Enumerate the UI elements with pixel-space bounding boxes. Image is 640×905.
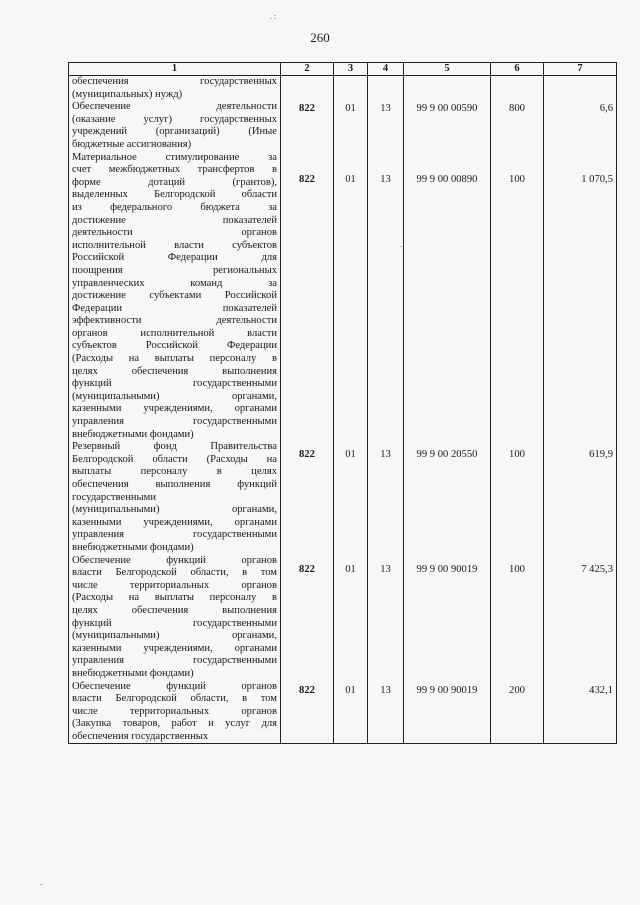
description-line: Материальное стимулирование за	[72, 151, 277, 163]
chapter-code: 822	[281, 441, 334, 554]
description-line: учреждений (организаций) (Иные	[72, 126, 277, 138]
section-code: 01	[334, 101, 368, 151]
chapter-code: 822	[281, 101, 334, 151]
description-line: из федерального бюджета за	[72, 201, 277, 213]
description-line: внебюджетными фондами)	[72, 667, 194, 679]
description-line: (оказание услуг) государственных	[72, 113, 277, 125]
target-article-code: 99 9 00 00890	[404, 152, 491, 442]
amount: 619,9	[544, 441, 617, 554]
description-line: казенными учреждениями, органами	[72, 403, 277, 415]
description-line: форме дотаций (грантов),	[72, 176, 277, 188]
expense-type-code: 100	[491, 555, 544, 681]
description-line: целях обеспечения выполнения	[72, 365, 277, 377]
expense-description	[69, 101, 281, 151]
description-line: обеспечения государственных	[72, 76, 277, 87]
description-line: управленческих команд за	[72, 277, 277, 289]
description-line: выплаты персоналу в целях	[72, 466, 277, 478]
description-line: внебюджетными фондами)	[72, 428, 194, 440]
page-number: 260	[310, 30, 330, 45]
subsection-code	[368, 76, 404, 102]
scan-mark: . :	[270, 12, 277, 21]
expense-description	[69, 152, 281, 442]
description-line: числе территориальных органов	[72, 579, 277, 591]
description-line: целях обеспечения выполнения	[72, 604, 277, 616]
expense-description	[69, 681, 281, 744]
table-row	[69, 681, 617, 744]
description-line: Российской Федерации для	[72, 252, 277, 264]
amount: 7 425,3	[544, 555, 617, 681]
description-line: счет межбюджетных трансфертов в	[72, 164, 277, 176]
description-line: (муниципальными) органами,	[72, 390, 277, 402]
section-code: 01	[334, 441, 368, 554]
table-row	[69, 101, 617, 151]
budget-table	[68, 62, 617, 744]
description-line: эффективности деятельности	[72, 315, 277, 327]
description-line: государственными	[72, 491, 157, 503]
description-line: поощрения региональных	[72, 264, 277, 276]
description-line: (Закупка товаров, работ и услуг для	[72, 718, 277, 730]
expense-type-code: 100	[491, 441, 544, 554]
target-article-code: 99 9 00 90019	[404, 681, 491, 744]
expense-description	[69, 555, 281, 681]
description-line: казенными учреждениями, органами	[72, 516, 277, 528]
column-header: 7	[544, 63, 617, 76]
chapter-code: 822	[281, 681, 334, 744]
description-line: управления государственными	[72, 416, 277, 428]
target-article-code: 99 9 00 20550	[404, 441, 491, 554]
description-line: обеспечения государственных	[72, 730, 209, 742]
description-line: (муниципальными) органами,	[72, 630, 277, 642]
target-article-code: 99 9 00 90019	[404, 555, 491, 681]
description-line: власти Белгородской области, в том	[72, 693, 277, 705]
description-line: (муниципальных) нужд)	[72, 88, 183, 100]
description-line: функций государственными	[72, 378, 277, 390]
table-row	[69, 76, 617, 102]
description-line: деятельности органов	[72, 227, 277, 239]
description-line: Белгородской области (Расходы на	[72, 453, 277, 465]
chapter-code: 822	[281, 152, 334, 442]
column-header: 3	[334, 63, 368, 76]
description-line: (муниципальными) органами,	[72, 504, 277, 516]
description-line: обеспечения выполнения функций	[72, 479, 277, 490]
amount: 1 070,5	[544, 152, 617, 442]
chapter-code	[281, 76, 334, 102]
description-line: органов исполнительной власти	[72, 327, 277, 339]
description-line: выделенных Белгородской области	[72, 189, 277, 201]
target-article-code: 99 9 00 00590	[404, 101, 491, 151]
description-line: Федерации показателей	[72, 302, 277, 314]
description-line: (Расходы на выплаты персоналу в	[72, 592, 277, 604]
expense-type-code: 100	[491, 152, 544, 442]
scan-mark: .	[400, 240, 402, 249]
table-body	[69, 76, 617, 744]
column-header: 1	[69, 63, 281, 76]
amount: 6,6	[544, 101, 617, 151]
chapter-code: 822	[281, 555, 334, 681]
expense-type-code: 800	[491, 101, 544, 151]
amount: 432,1	[544, 681, 617, 744]
description-line: Обеспечение функций органов	[72, 554, 277, 566]
subsection-code: 13	[368, 555, 404, 681]
description-line: казенными учреждениями, органами	[72, 642, 277, 654]
subsection-code: 13	[368, 101, 404, 151]
column-header: 5	[404, 63, 491, 76]
section-code: 01	[334, 555, 368, 681]
column-header: 4	[368, 63, 404, 76]
table-row	[69, 441, 617, 554]
section-code	[334, 76, 368, 102]
description-line: исполнительной власти субъектов	[72, 239, 277, 251]
description-line: Обеспечение деятельности	[72, 101, 277, 113]
table-header-row	[69, 63, 617, 76]
expense-type-code	[491, 76, 544, 102]
description-line: власти Белгородской области, в том	[72, 567, 277, 579]
description-line: достижение показателей	[72, 214, 277, 226]
section-code: 01	[334, 681, 368, 744]
description-line: функций государственными	[72, 617, 277, 629]
table-row	[69, 152, 617, 442]
target-article-code	[404, 76, 491, 102]
subsection-code: 13	[368, 681, 404, 744]
scan-mark: -	[40, 880, 43, 889]
expense-description	[69, 441, 281, 554]
description-line: достижение субъектами Российской	[72, 290, 277, 302]
description-line: субъектов Российской Федерации	[72, 340, 277, 352]
description-line: бюджетные ассигнования)	[72, 138, 192, 150]
column-header: 6	[491, 63, 544, 76]
description-line: управления государственными	[72, 529, 277, 541]
subsection-code: 13	[368, 441, 404, 554]
amount	[544, 76, 617, 102]
expense-description	[69, 76, 281, 102]
description-line: числе территориальных органов	[72, 705, 277, 717]
description-line: (Расходы на выплаты персоналу в	[72, 353, 277, 365]
description-line: Обеспечение функций органов	[72, 680, 277, 692]
section-code: 01	[334, 152, 368, 442]
description-line: Резервный фонд Правительства	[72, 441, 277, 453]
subsection-code: 13	[368, 152, 404, 442]
description-line: управления государственными	[72, 655, 277, 667]
description-line: внебюджетными фондами)	[72, 541, 194, 553]
table-row	[69, 555, 617, 681]
column-header: 2	[281, 63, 334, 76]
expense-type-code: 200	[491, 681, 544, 744]
